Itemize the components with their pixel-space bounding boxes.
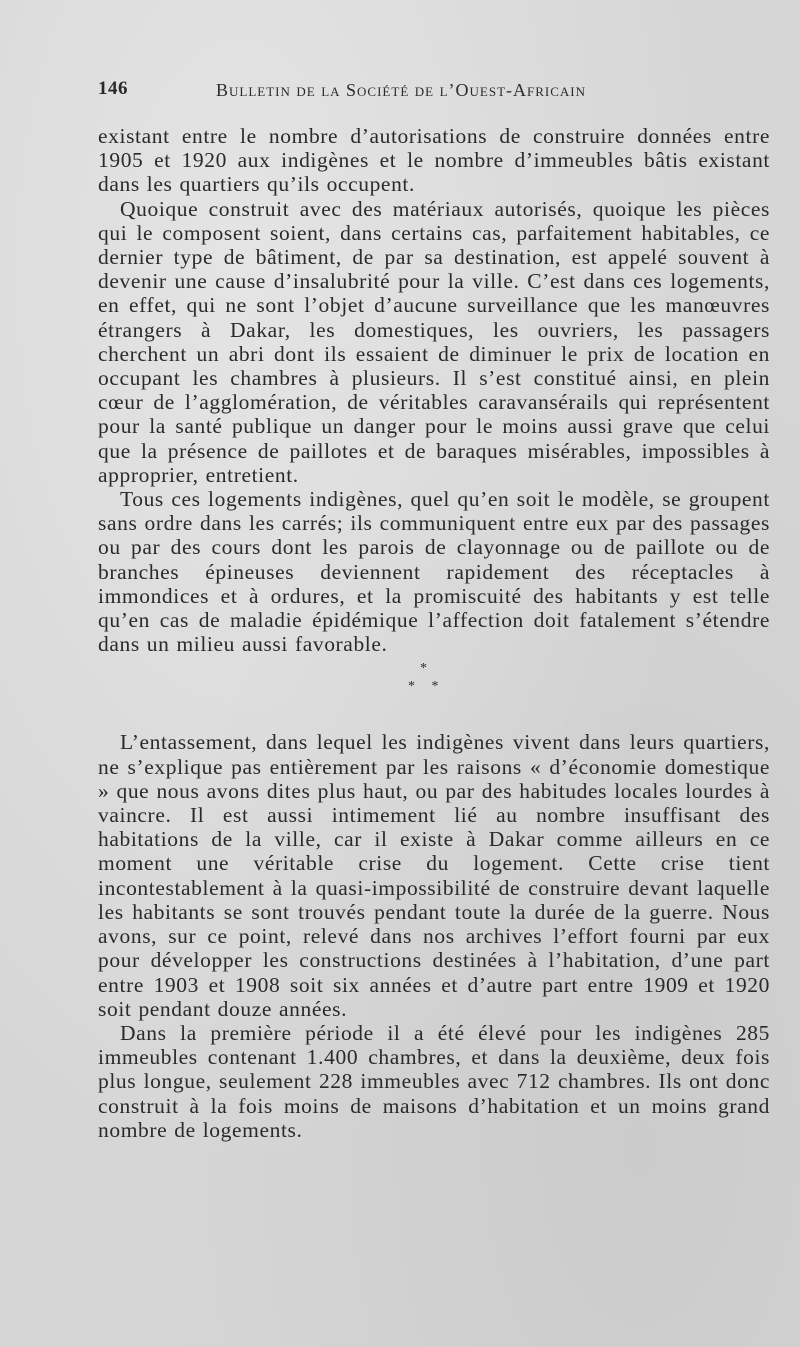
paragraph: Dans la première période il a été élevé pour les indigènes 285 immeubles contenant 1.400 chambres, et dans la deuxième, deux fois plus longue, seulement 228 immeubles avec 712 chambres. Ils ont donc construit à la fois moins de maisons d’habitation et un moins grand nombre de logements. — [98, 1020, 770, 1142]
page-number: 146 — [98, 78, 128, 99]
paragraph: Quoique construit avec des matériaux autorisés, quoique les pièces qui le composent soient, dans certains cas, parfaitement habitables, ce dernier type de bâtiment, de par sa destination, est appelé souvent à devenir une cause d’insalubrité pour la ville. C’est dans ces logements, en effet, qui ne sont l’objet d’aucune surveillance que les manœuvres étrangers à Dakar, les domestiques, les ouvriers, les passagers cherchent un abri dont ils essaient de diminuer le prix de location en occupant les chambres à plusieurs. Il s’est constitué ainsi, en plein cœur de l’agglomération, de véritables caravansérails qui représentent pour la santé publique un danger pour le moins aussi grave que celui que la présence de paillotes et de baraques misérables, impossibles à approprier, entretient. — [98, 196, 770, 487]
paragraph: Tous ces logements indigènes, quel qu’en soit le modèle, se groupent sans ordre dans les carrés; ils communiquent entre eux par des passages ou par des cours dont les parois de clayonnage ou de paillote ou de branches épineuses deviennent rapidement des réceptacles à immondices et à ordures, et la promiscuité des habitants y est telle qu’en cas de maladie épidémique l’affection doit fatalement s’étendre dans un milieu aussi favorable. — [98, 487, 770, 657]
separator-star-bottom: * * — [408, 679, 445, 695]
running-head — [98, 78, 620, 102]
separator-star-top: * — [420, 661, 428, 677]
section-separator — [98, 660, 770, 710]
paragraph-continuation: existant entre le nombre d’autorisations de construire données entre 1905 et 1920 aux indigènes et le nombre d’immeubles bâtis existant dans les quartiers qu’ils occupent. — [98, 124, 770, 197]
running-title: Bulletin de la Société de l’Ouest-Africain — [216, 80, 587, 100]
body-text — [98, 124, 770, 1142]
paragraph: L’entassement, dans lequel les indigènes vivent dans leurs quartiers, ne s’explique pas entièrement par les raisons « d’économie domestique » que nous avons dites plus haut, ou par des habitudes locales lourdes à vaincre. Il est aussi intimement lié au nombre insuffisant des habitations de la ville, car il existe à Dakar comme ailleurs en ce moment une véritable crise du logement. Cette crise tient incontestablement à la quasi-impossibilité de construire devant laquelle les habitants se sont trouvés pendant toute la durée de la guerre. Nous avons, sur ce point, relevé dans nos archives l’effort fourni par eux pour développer les constructions destinées à l’habitation, d’une part entre 1903 et 1908 soit six années et d’autre part entre 1909 et 1920 soit pendant douze années. — [98, 730, 770, 1021]
